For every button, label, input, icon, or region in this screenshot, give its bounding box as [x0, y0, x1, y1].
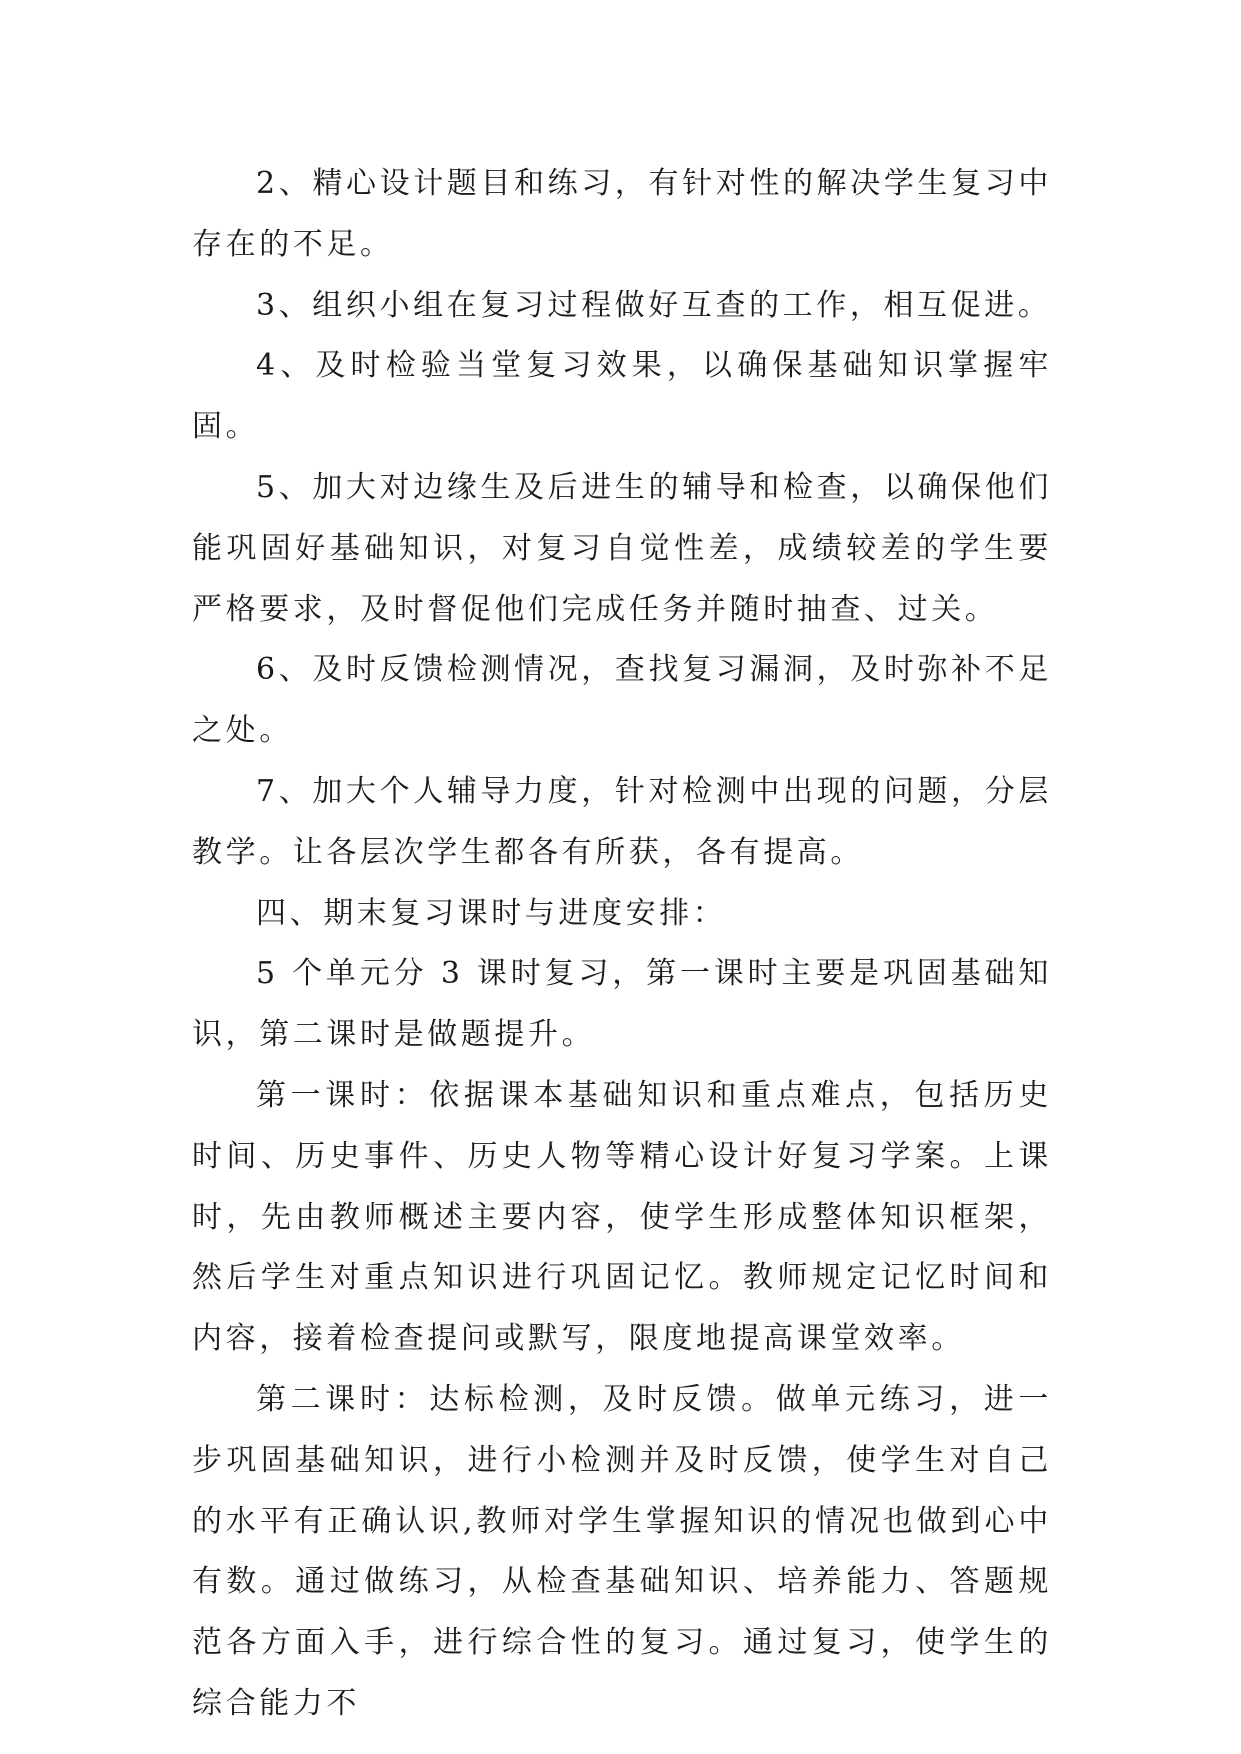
paragraph-lesson-two: 第二课时：达标检测，及时反馈。做单元练习，进一步巩固基础知识，进行小检测并及时反馈，使学生对自己的水平有正确认识,教师对学生掌握知识的情况也做到心中有数。通过做练习，从检查基础知识、培养能力、答题规范各方面入手，进行综合性的复习。通过复习，使学生的综合能力不	[192, 1381, 1052, 1721]
paragraph-schedule-overview: 5 个单元分 3 课时复习，第一课时主要是巩固基础知识，第二课时是做题提升。	[192, 956, 1052, 1053]
paragraph-lesson-one: 第一课时：依据课本基础知识和重点难点，包括历史时间、历史事件、历史人物等精心设计好复习学案。上课时，先由教师概述主要内容，使学生形成整体知识框架，然后学生对重点知识进行巩固记忆。教师规定记忆时间和内容，接着检查提问或默写，限度地提高课堂效率。	[192, 1077, 1052, 1357]
paragraph-item-2: 2、精心设计题目和练习，有针对性的解决学生复习中存在的不足。	[192, 166, 1052, 262]
paragraph-item-6: 6、及时反馈检测情况，查找复习漏洞，及时弥补不足之处。	[192, 652, 1052, 749]
section-heading-schedule: 四、期末复习课时与进度安排：	[256, 895, 727, 931]
paragraph-item-3: 3、组织小组在复习过程做好互查的工作，相互促进。	[256, 287, 1052, 323]
document-body	[192, 154, 1052, 1735]
paragraph-item-4: 4、及时检验当堂复习效果，以确保基础知识掌握牢固。	[192, 348, 1052, 445]
paragraph-item-7: 7、加大个人辅导力度，针对检测中出现的问题，分层教学。让各层次学生都各有所获，各有提高。	[192, 773, 1052, 870]
paragraph-item-5: 5、加大对边缘生及后进生的辅导和检查，以确保他们能巩固好基础知识，对复习自觉性差，成绩较差的学生要严格要求，及时督促他们完成任务并随时抽查、过关。	[192, 469, 1052, 627]
